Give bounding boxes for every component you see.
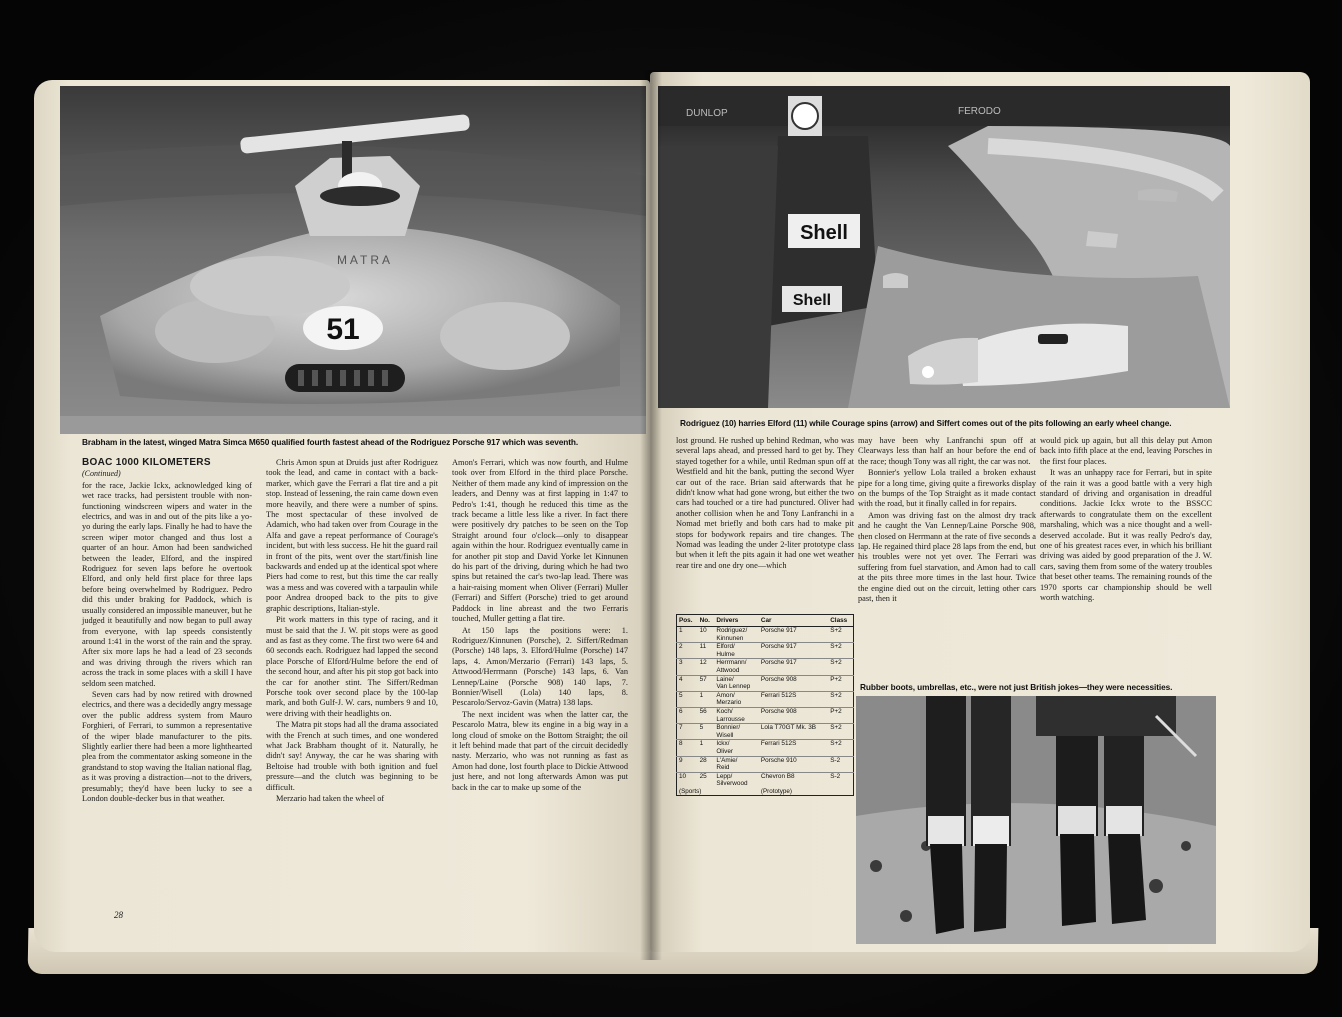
cell-empty: [759, 651, 828, 659]
paragraph: The Matra pit stops had all the drama associated with the French at such times, and one wondered what Jack Brabham thought of it. Naturally, he didn't say! Anyway, the car he was sharing with Beltoise had trouble with both ignition and fuel pressure—and the clutch was beginning to be difficult.: [266, 720, 438, 792]
cell-empty: [759, 732, 828, 740]
cell-driver-2: Larrousse: [716, 715, 745, 723]
table-row: [677, 627, 854, 635]
cell-pos: 6: [677, 707, 698, 715]
cell-driver-2: Kinnunen: [716, 634, 744, 642]
cell-empty: [759, 683, 828, 691]
table-row: [677, 683, 854, 691]
cell-driver-1: Koch/: [714, 707, 759, 715]
cell-empty: [828, 683, 853, 691]
left-page: [34, 80, 650, 952]
cell-empty: [759, 748, 828, 756]
cell-no: 56: [698, 707, 715, 715]
cell-pos: 1: [679, 627, 683, 634]
right-page: [650, 72, 1310, 952]
cell-driver-1: Herrmann/: [714, 659, 759, 667]
cell-empty: [828, 635, 853, 643]
cell-class: S+2: [828, 691, 853, 699]
table-row: [677, 707, 854, 715]
cell-empty: [698, 635, 715, 643]
cell-car: Ferrari 512S: [759, 691, 828, 699]
cell-empty: [828, 764, 853, 772]
cell-driver-2: Wisell: [716, 731, 734, 739]
paragraph: Amon's Ferrari, which was now fourth, and Hulme took over from Elford in the third place Porsche. Neither of them made any kind of impression on the leaders, and Denny was at first lapping in 1:47 to Pedro's 1:41, though he reduced this time as the track became a little less like a river. In fact there were positively dry patches to be seen on the Top Straight around four o'clock—only to disappear again within the hour. Rodriguez eventually came in for another pit stop and David Yorke let Kinnunen do his part of the driving, during which he had two spins but retained the car's two-lap lead. There was a hair-raising moment when Oliver (Ferrari) Muller (Ferrari) and Siffert (Porsche) tried to get around Paddock in line abreast and the two Ferraris touched, Muller getting a flat tire.: [452, 458, 628, 624]
cell-class: P+2: [828, 675, 853, 683]
cell-empty: [677, 651, 698, 659]
cell-empty: [759, 764, 828, 772]
header-pos: Pos.: [677, 615, 698, 627]
cell-class: S+2: [828, 740, 853, 748]
cell-class: S+2: [830, 627, 842, 634]
car-number-text: 51: [326, 313, 360, 346]
header-class: Class: [828, 615, 853, 627]
shell-sign-text: Shell: [800, 222, 848, 244]
header-car: Car: [759, 615, 828, 627]
pit-lane-photo: [658, 86, 1230, 408]
cell-car: Chevron B8: [759, 772, 828, 780]
left-photo-caption: Brabham in the latest, winged Matra Simca M650 qualified fourth fastest ahead of the Rodriguez Porsche 917 which was seventh.: [82, 437, 579, 447]
cell-car: Porsche 908: [759, 707, 828, 715]
cell-driver-1: Ickx/: [714, 740, 759, 748]
cell-driver-2: Silverwood: [716, 780, 748, 788]
cell-class: S+2: [828, 724, 853, 732]
cell-no: 57: [698, 675, 715, 683]
table-row: [677, 724, 854, 732]
cell-empty: [698, 764, 715, 772]
cell-class: P+2: [828, 707, 853, 715]
table-row: [677, 764, 854, 772]
cell-empty: [698, 699, 715, 707]
results-header-row: [677, 615, 854, 627]
brands-hatch-pits-illustration: [658, 86, 1230, 408]
table-row: [677, 748, 854, 756]
cell-driver-1: Bonnier/: [714, 724, 759, 732]
cell-empty: [759, 716, 828, 724]
cell-empty: [828, 667, 853, 675]
cell-empty: [677, 683, 698, 691]
paragraph: for the race, Jackie Ickx, acknowledged king of wet race tracks, had persistent trouble with non-functioning windscreen wipers and water in the electrics, and was in and out of the pits like a yo-yo during the early laps. Finally he had to have the screen wiper motor changed and thus lost a quarter of an hour. Amon had been sandwiched between the leader, Elford, and the inspired Rodriguez for seven laps before he overtook Elford, and only held first place for three laps before being overwhelmed by Rodriguez. Pedro did this under braking for Paddock, which is usually considered an impossible maneuver, but he judged it beautifully and now began to pull away from everyone, with lap speeds consistently around 1:41 in the worst of the rain and the spray. After six more laps he had a lead of 23 seconds and was driving through the rivers which ran across the track in some places with a skill I have seldom seen matched.: [82, 480, 252, 688]
paragraph: Amon was driving fast on the almost dry track and he caught the Van Lennep/Laine Porsche 908, then closed on Herrmann at the rate of five seconds a lap. He regained third place 28 laps from the end, but his troubles were not yet over. The Ferrari was suffering from fuel starvation, and Amon had to call at the pits three more times in the last hour. Twice the engine died out on the circuit, letting other cars past, then it: [858, 510, 1036, 604]
banner-text: DUNLOP: [686, 108, 728, 119]
paragraph: Seven cars had by now retired with drowned electrics, and there was a decidedly angry message over the public address system from Mauro Forghieri, of Ferrari, to summon a representative of the wiper blade manufacturer to the pits. Slightly earlier there had been a more lighthearted plea from the commentator asking someone in the grandstand to stop waving the Italian national flag, as it was proving a distraction—not to the drivers, presumably; they'd have been lucky to see a London double-decker bus in that weather.: [82, 689, 252, 803]
table-row: [677, 756, 854, 764]
right-column-2: [858, 436, 1036, 605]
cell-empty: [759, 635, 828, 643]
cell-car: Porsche 917: [759, 643, 828, 651]
left-column-3: [452, 458, 628, 793]
clock-icon: [792, 103, 818, 129]
shell-sign-text: Shell: [792, 292, 832, 309]
cell-car: Porsche 917: [760, 627, 797, 634]
cell-empty: [698, 651, 715, 659]
cell-driver-1: Lepp/: [714, 772, 759, 780]
cell-no: 1: [698, 740, 715, 748]
cell-class: S-2: [828, 756, 853, 764]
cell-driver-1: Rodriguez/: [716, 627, 748, 634]
cell-empty: [698, 748, 715, 756]
boots-illustration: [856, 696, 1216, 944]
cell-no: 1: [698, 691, 715, 699]
table-row: [677, 772, 854, 780]
cell-driver-1: L'Amie/: [714, 756, 759, 764]
table-row: [677, 716, 854, 724]
cell-pos: 4: [677, 675, 698, 683]
cell-empty: [698, 667, 715, 675]
table-footnote-row: [677, 788, 854, 796]
article-headline: BOAC 1000 KILOMETERS: [82, 457, 211, 468]
results-body: [677, 627, 854, 796]
cell-empty: [677, 748, 698, 756]
cell-driver-1: Laine/: [714, 675, 759, 683]
cell-driver-2: Merzario: [716, 699, 742, 707]
cell-empty: [828, 780, 853, 788]
header-no: No.: [698, 615, 715, 627]
cell-empty: [677, 732, 698, 740]
cell-empty: [759, 667, 828, 675]
cell-empty: [759, 699, 828, 707]
footnote-sports: (Sports): [679, 787, 702, 795]
left-column-1: [82, 458, 252, 804]
cell-no: 10: [699, 627, 707, 634]
paragraph: lost ground. He rushed up behind Redman, who was several laps ahead, and pressed hard to get by. They stayed together for a while, until Redman spun off at Westfield and hit the bank, putting the second Wyer car out of the race. Brian said afterwards that he didn't know what had gone wrong, but either the two cars had touched or a tire had punctured. Oliver had another collision when he and Tony Lanfranchi in a Nomad met briefly and both cars had to make pit stops for bodywork repairs and tire changes. The Nomad was leading the under 2-liter prototype class but when it left the pits again it had one wet weather rear tire and one dry one—which: [676, 436, 854, 570]
paragraph: It was an unhappy race for Ferrari, but in spite of the rain it was a good battle with a very high standard of driving and organisation in dreadful conditions. Jackie Ickx wrote to the BSSCC afterwards to congratulate them on the excellent marshaling, which was a nice thought and a well-deserved accolade. But it was really Pedro's day, one of his greatest races ever, in which his brilliant driving was aided by good preparation of the J. W. cars, saving them from some of the watery troubles that beset other teams. The remaining rounds of the 1970 sports car championship should be well worth watching.: [1040, 468, 1212, 603]
cell-car: Lola T70GT Mk. 3B: [759, 724, 828, 732]
boots-photo-caption: Rubber boots, umbrellas, etc., were not just British jokes—they were necessities.: [860, 682, 1173, 692]
paragraph: At 150 laps the positions were: 1. Rodriguez/Kinnunen (Porsche), 2. Siffert/Redman (Porsche) 148 laps, 3. Elford/Hulme (Porsche) 147 laps, 4. Amon/Merzario (Ferrari) 143 laps, 5. Attwood/Herrmann (Porsche) 143 laps, 6. Van Lennep/Laine (Porsche 908) 140 laps, 7. Bonnier/Wisell (Lola) 140 laps, 8. Pescarolo/Servoz-Gavin (Matra) 138 laps.: [452, 625, 628, 708]
cell-driver-2: Reid: [716, 764, 730, 772]
cell-empty: [698, 780, 715, 788]
table-row: [677, 780, 854, 788]
book-gutter-shadow: [640, 70, 662, 960]
banner-text: FERODO: [958, 106, 1001, 117]
cell-empty: [828, 716, 853, 724]
cell-pos: 9: [677, 756, 698, 764]
continued-label: (Continued): [82, 469, 121, 479]
page-number: 28: [114, 910, 123, 920]
cell-empty: [677, 716, 698, 724]
cell-empty: [698, 716, 715, 724]
right-column-3: [1040, 436, 1212, 604]
paragraph: The next incident was when the latter car, the Pescarolo Matra, blew its engine in a big way in a long cloud of smoke on the Bottom Straight; the oil it left behind made that part of the circuit decidedly nasty. Merzario, who was not running as fast as Amon had done, lost fourth place to Dickie Attwood just here, and not long afterwards Amon was put back in the car to make up some of the: [452, 709, 628, 792]
paragraph: Pit work matters in this type of racing, and it must be said that the J. W. pit stops were as good and as fast as they come. The first two were 64 and 60 seconds each. Rodriguez had lapped the second place Porsche of Elford/Hulme before the end of the second hour, and after his pit stop got back into the car for another stint. The Siffert/Redman Porsche took over second place by the 100-lap mark, and both Gulf-J. W. cars, numbers 9 and 10, were driving with their headlights on.: [266, 615, 438, 718]
table-row: [677, 643, 854, 651]
cell-car: Ferrari 512S: [759, 740, 828, 748]
table-row: [677, 635, 854, 643]
cell-pos: 3: [677, 659, 698, 667]
matra-car-illustration: [60, 86, 646, 434]
header-drivers: Drivers: [714, 615, 759, 627]
cell-no: 25: [698, 772, 715, 780]
car-name-text: MATRA: [336, 253, 394, 267]
cell-class: S+2: [828, 643, 853, 651]
cell-no: 11: [698, 643, 715, 651]
cell-no: 5: [698, 724, 715, 732]
rubber-boots-photo: [856, 696, 1216, 944]
cell-empty: [677, 667, 698, 675]
left-column-2: [266, 458, 438, 804]
cell-empty: [677, 764, 698, 772]
cell-no: 12: [698, 659, 715, 667]
cell-no: 28: [698, 756, 715, 764]
cell-car: Porsche 908: [759, 675, 828, 683]
paragraph: would pick up again, but all this delay put Amon back into fifth place at the end, leaving Porsches in the first four places.: [1040, 436, 1212, 466]
cell-pos: 2: [677, 643, 698, 651]
table-row: [677, 740, 854, 748]
cell-pos: 5: [677, 691, 698, 699]
footnote-prototype: (Prototype): [760, 787, 792, 795]
cell-driver-2: Van Lennep: [716, 683, 751, 691]
right-photo-caption: Rodriguez (10) harries Elford (11) while Courage spins (arrow) and Siffert comes out of the pits following an early wheel change.: [680, 418, 1172, 428]
table-row: [677, 667, 854, 675]
cell-empty: [677, 635, 698, 643]
cell-empty: [828, 748, 853, 756]
cell-driver-2: Hulme: [716, 650, 735, 658]
race-car-photo: [60, 86, 646, 434]
cell-empty: [698, 732, 715, 740]
cell-pos: 7: [677, 724, 698, 732]
cell-empty: [828, 732, 853, 740]
cell-pos: 8: [677, 740, 698, 748]
table-row: [677, 732, 854, 740]
table-row: [677, 651, 854, 659]
cell-empty: [759, 780, 828, 788]
table-row: [677, 691, 854, 699]
cell-empty: [698, 683, 715, 691]
table-row: [677, 699, 854, 707]
table-row: [677, 659, 854, 667]
cell-pos: 10: [677, 772, 698, 780]
table-row: [677, 675, 854, 683]
cell-empty: [828, 699, 853, 707]
paragraph: Chris Amon spun at Druids just after Rodriguez took the lead, and came in contact with a back-marker, which gave the Ferrari a flat tire and a pit stop. Instead of lessening, the rain came down even more heavily, and there were a number of spins. The most spectacular of these involved de Adamich, who had taken over from Courage in the Alfa and gave a repeat performance of Courage's incident, but with less success. He hit the guard rail in front of the pits, went over the start/finish line backwards and ended up at the identical spot where Piers had come to rest, but this time the car really was a mess and was covered with a tarpaulin while poor Andrea drooped back to the pits to give graphic descriptions, Italian-style.: [266, 458, 438, 613]
paragraph: Merzario had taken the wheel of: [276, 794, 385, 803]
paragraph: may have been why Lanfranchi spun off at Clearways less than half an hour before the end of the race; though Tony was all right, the car was not.: [858, 436, 1036, 466]
race-results-table: [676, 614, 854, 796]
cell-class: S-2: [828, 772, 853, 780]
cell-driver-1: Elford/: [714, 643, 759, 651]
cell-driver-2: Oliver: [716, 747, 734, 755]
cell-driver-1: Amon/: [714, 691, 759, 699]
right-column-1: [676, 436, 854, 571]
cell-car: Porsche 910: [759, 756, 828, 764]
cell-car: Porsche 917: [759, 659, 828, 667]
cell-class: S+2: [828, 659, 853, 667]
cell-empty: [677, 780, 698, 788]
paragraph: Bonnier's yellow Lola trailed a broken exhaust pipe for a long time, giving quite a fireworks display on the bumps of the Top Straight as it made contact with the road, but it finally called in for repairs.: [858, 468, 1036, 509]
cell-empty: [828, 651, 853, 659]
cell-empty: [677, 699, 698, 707]
cell-driver-2: Attwood: [716, 666, 740, 674]
